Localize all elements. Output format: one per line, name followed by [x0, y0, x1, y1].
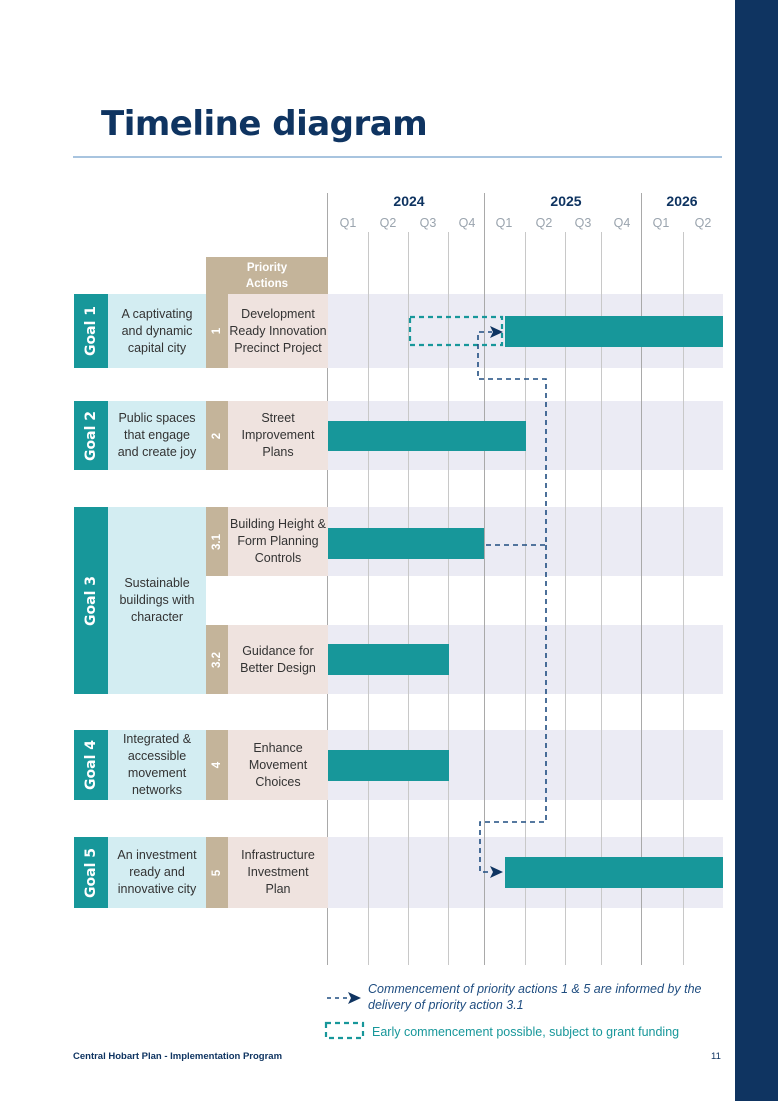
- page-title: Timeline diagram: [101, 104, 428, 144]
- legend-dashed-box-icon: [326, 1023, 363, 1038]
- year-2026: 2026: [666, 193, 698, 209]
- legend-early-text: Early commencement possible, subject to grant funding: [372, 1025, 680, 1039]
- action-number-text: 5: [211, 869, 223, 876]
- priority-actions-label: Priority Actions: [245, 261, 289, 290]
- legend-dependency-text: Commencement of priority actions 1 & 5 are informed by the delivery of priority action 3.1: [368, 982, 702, 1012]
- quarter-label: Q3: [574, 216, 592, 230]
- quarter-label: Q3: [419, 216, 437, 230]
- goal-description-text: Integrated & accessible movement networks: [122, 732, 192, 797]
- goal-description-text: Sustainable buildings with character: [119, 576, 195, 624]
- goal-description-text: Public spaces that engage and create joy: [117, 411, 197, 459]
- early-commencement-box: [410, 317, 502, 345]
- goal-label: Goal 3: [83, 575, 100, 626]
- quarter-label: Q1: [652, 216, 670, 230]
- action-title: Building Height & Form Planning Controls: [230, 517, 326, 565]
- action-title: Street Improvement Plans: [241, 411, 315, 459]
- action-title: Enhance Movement Choices: [248, 740, 308, 789]
- quarter-label: Q1: [339, 216, 357, 230]
- year-2024: 2024: [393, 193, 425, 209]
- goal-label: Goal 5: [83, 847, 100, 898]
- action-number-text: 3.2: [211, 651, 223, 668]
- page-number: 11: [711, 1051, 721, 1062]
- dependency-arrow-icon: [490, 866, 503, 878]
- quarter-label: Q4: [458, 216, 476, 230]
- action-number-text: 4: [211, 761, 223, 769]
- action-title: Development Ready Innovation Precinct Project: [229, 306, 327, 355]
- dependency-line-to-action-1: [478, 332, 546, 545]
- quarter-label: Q2: [694, 216, 712, 230]
- goal-label: Goal 1: [83, 306, 100, 356]
- action-number-text: 3.1: [211, 533, 223, 550]
- action-number-text: 2: [211, 432, 223, 439]
- quarter-label: Q2: [379, 216, 397, 230]
- quarter-label: Q2: [535, 216, 553, 230]
- quarter-label: Q1: [495, 216, 513, 230]
- goal-label: Goal 4: [83, 740, 100, 790]
- action-number-text: 1: [211, 327, 223, 335]
- goal-label: Goal 2: [83, 410, 100, 461]
- dependency-line-to-action-5: [480, 545, 546, 872]
- legend-arrow-icon: [348, 992, 361, 1004]
- goal-description-text: An investment ready and innovative city: [117, 848, 197, 896]
- action-title: Guidance for Better Design: [240, 643, 316, 675]
- goal-description-text: A captivating and dynamic capital city: [121, 306, 193, 355]
- year-2025: 2025: [550, 193, 582, 209]
- action-title: Infrastructure Investment Plan: [241, 848, 315, 896]
- footer-document-title: Central Hobart Plan - Implementation Program: [73, 1051, 283, 1062]
- quarter-label: Q4: [613, 216, 631, 230]
